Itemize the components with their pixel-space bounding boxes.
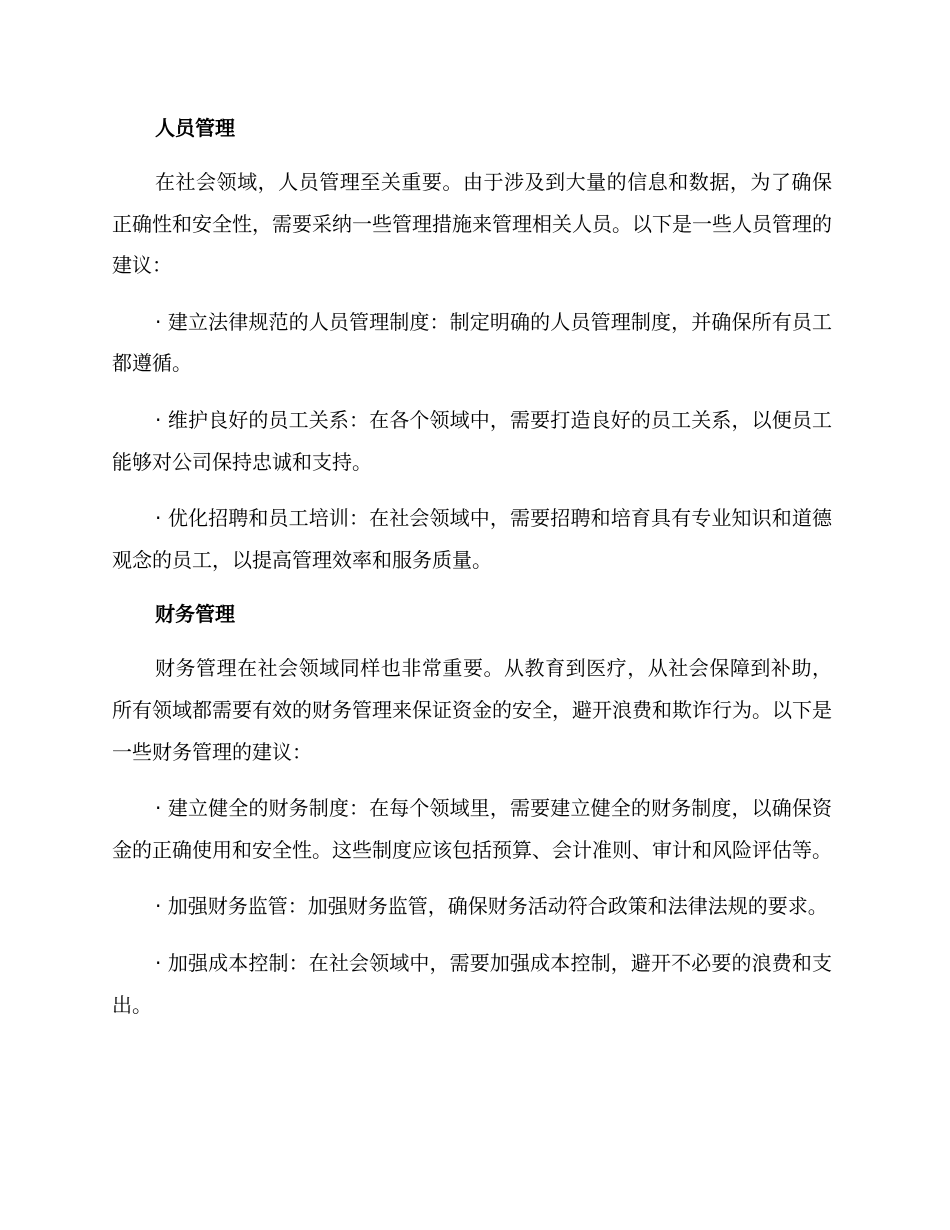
spacer	[112, 632, 832, 648]
spacer	[112, 385, 832, 400]
bullet-item: · 建立法律规范的人员管理制度：制定明确的人员管理制度，并确保所有员工都遵循。	[112, 309, 832, 376]
spacer	[112, 146, 832, 162]
spacer	[112, 483, 832, 498]
section-intro-personnel: 在社会领域，人员管理至关重要。由于涉及到大量的信息和数据，为了确保正确性和安全性，需要采纳一些管理措施来管理相关人员。以下是一些人员管理的建议：	[112, 170, 832, 278]
bullet-item: · 建立健全的财务制度：在每个领域里，需要建立健全的财务制度，以确保资金的正确使用和安全性。这些制度应该包括预算、会计准则、审计和风险评估等。	[112, 796, 832, 862]
bullet-item: · 加强成本控制：在社会领域中，需要加强成本控制，避开不必要的浪费和支出。	[112, 950, 832, 1017]
spacer	[112, 581, 832, 596]
spacer	[112, 928, 832, 943]
bullet-item: · 维护良好的员工关系：在各个领域中，需要打造良好的员工关系，以便员工能够对公司保持忠诚和支持。	[112, 407, 832, 474]
bullet-item: · 加强财务监管：加强财务监管，确保财务活动符合政策和法律法规的要求。	[155, 894, 828, 919]
spacer	[112, 287, 832, 302]
bullet-item: · 优化招聘和员工培训：在社会领域中，需要招聘和培育具有专业知识和道德观念的员工，以提高管理效率和服务质量。	[112, 506, 832, 572]
section-intro-finance: 财务管理在社会领域同样也非常重要。从教育到医疗，从社会保障到补助，所有领域都需要有效的财务管理来保证资金的安全，避开浪费和欺诈行为。以下是一些财务管理的建议：	[112, 656, 832, 764]
spacer	[112, 871, 832, 886]
spacer	[112, 773, 832, 788]
section-title-finance: 财务管理	[155, 602, 235, 627]
section-title-personnel: 人员管理	[155, 116, 235, 140]
